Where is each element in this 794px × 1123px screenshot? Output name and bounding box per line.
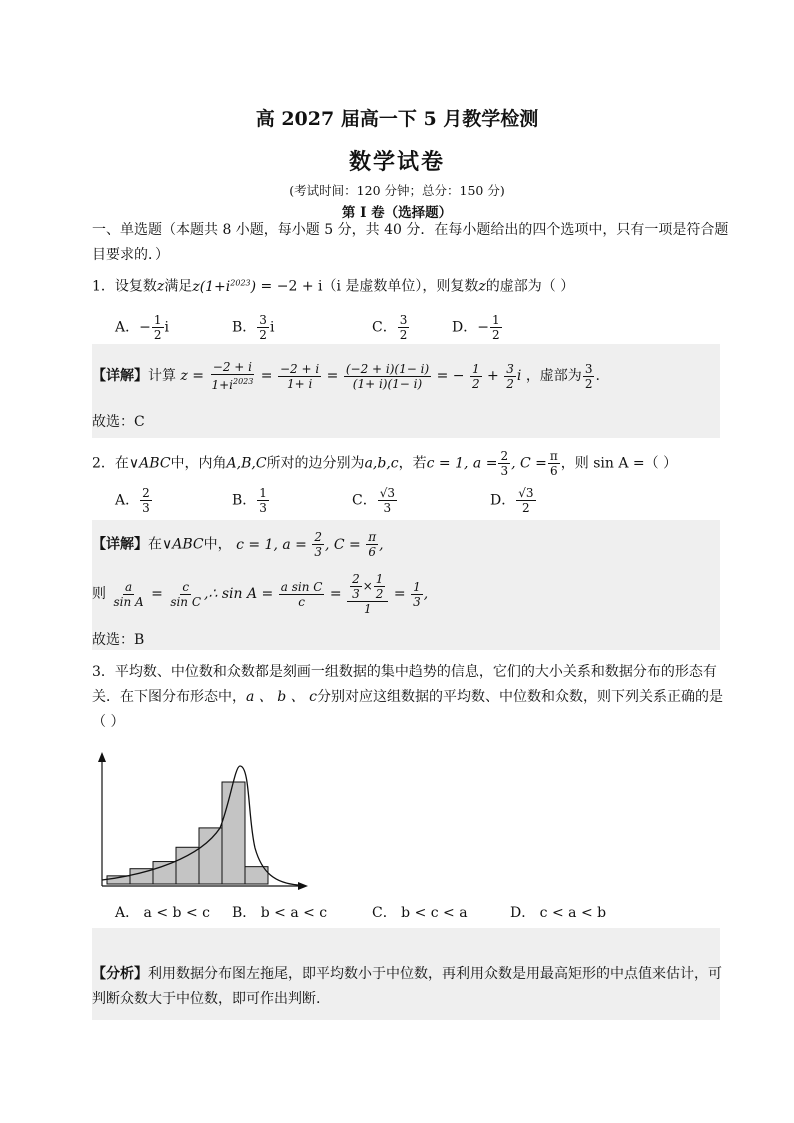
q1-detail-formula: z = $\frac{-2 + i}{1+i^{2023}}$ = $\frac{-2 + i}{1+ i}$ = $\frac{(-2 + i)(1- i)}{(1+ i)(1- i)}$ = − $\frac{1}{2}$ + $\frac{3}{2}$ i <box>180 360 526 392</box>
q1-option-b[interactable]: B． $\frac{3}{2}$ i <box>232 313 275 342</box>
q1-end: 的虚部为（ ） <box>485 278 575 295</box>
q2-detail-line1: 【详解】在∨ABC中， c = 1, a = $\frac{2}{3}$ , C = $\frac{\pi}{6}$ , <box>92 530 384 559</box>
section-heading-line1: 一、单选题（本题共 8 小题，每小题 5 分，共 40 分．在每小题给出的四个选项中，只有一项是符合题 <box>92 222 729 238</box>
q1-stem <box>92 270 732 300</box>
q1-option-d[interactable]: D．− $\frac{1}{2}$ <box>452 313 500 342</box>
section-heading <box>92 218 732 268</box>
q1-z: z <box>156 278 165 295</box>
q1-z2: z <box>478 278 486 295</box>
subject-title: 数学试卷 <box>348 149 445 175</box>
q1-option-c[interactable]: C． $\frac{3}{2}$ <box>372 313 408 342</box>
histogram-bar <box>176 847 199 884</box>
exam-info: (考试时间：120 分钟；总分：150 分) <box>289 183 505 198</box>
q3-option-b[interactable]: B． b < a < c <box>232 905 328 921</box>
q1-eq-tail: = −2 + i（i 是虚数单位），则复数 <box>260 278 479 295</box>
histogram-bars <box>107 782 268 884</box>
q2-option-c[interactable]: C． $\frac{√3}{3}$ <box>352 486 395 515</box>
y-axis-arrow-icon <box>98 752 106 762</box>
section-heading-line2: 目要求的．） <box>92 247 169 263</box>
q2-option-d[interactable]: D． $\frac{√3}{2}$ <box>490 486 534 515</box>
q3-option-a[interactable]: A． a < b < c <box>115 905 210 921</box>
distribution-histogram <box>90 748 315 898</box>
q3-stem: 3．平均数、中位数和众数都是刻画一组数据的集中趋势的信息，它们的大小关系和数据分布的形态有 关．在下图分布形态中，a 、 b 、 c分别对应这组数据的平均数、中位数和众数，则下列关系正确的是 （ ） <box>92 664 723 730</box>
q1-pre: 1．设复数 <box>92 278 157 295</box>
q3-option-c[interactable]: C． b < c < a <box>372 905 468 921</box>
histogram-bar <box>199 828 222 884</box>
q2-option-b[interactable]: B． $\frac{1}{3}$ <box>232 486 267 515</box>
q3-analysis: 【分析】利用数据分布图左拖尾，即平均数小于中位数，再利用众数是用最高矩形的中点值来估计，可 判断众数大于中位数，即可作出判断. <box>92 966 722 1007</box>
q2-answer: 故选：B <box>92 632 145 648</box>
histogram-bar <box>222 782 245 884</box>
q2-option-a[interactable]: A． $\frac{2}{3}$ <box>115 486 150 515</box>
q1-answer: 故选：C <box>92 414 145 430</box>
x-axis-arrow-icon <box>298 882 308 890</box>
q2-stem: 2．在∨ABC中，内角A,B,C所对的边分别为a,b,c，若c = 1, a = $\frac{2}{3}$ , C = $\frac{\pi}{6}$ ，则 sin A =（ ） <box>92 449 678 478</box>
q1-detail: 【详解】计算 z = $\frac{-2 + i}{1+i^{2023}}$ = $\frac{-2 + i}{1+ i}$ = $\frac{(-2 + i)(1- i)}{(1+ i)(1- i)}$ = − $\frac{1}{2}$ + $\frac{3}{2}$ i ，虚部为 $\frac{3}{2}$ . <box>92 360 600 392</box>
q1-lhs: $z(1+i^{2023})$ <box>192 278 257 295</box>
q3-option-d[interactable]: D． c < a < b <box>510 905 607 921</box>
q1-option-a[interactable]: A．− $\frac{1}{2}$ i <box>115 313 169 342</box>
histogram-bar <box>153 862 176 884</box>
q2-detail-line2: 则 $\frac{a}{\text{sin A}}$ = $\frac{c}{\text{sin C}}$ ,∴ sin A = $\frac{\text{a sin C}}{c}$ = $\frac{2}{3}$ × $\frac{1}{2}$ 1 = $\frac{1}{3}$ , <box>92 572 429 616</box>
q1-mid: 满足 <box>164 278 193 295</box>
volume-title: 第 I 卷（选择题） <box>341 205 453 221</box>
exam-title: 高 2027 届高一下 5 月教学检测 <box>255 108 539 130</box>
